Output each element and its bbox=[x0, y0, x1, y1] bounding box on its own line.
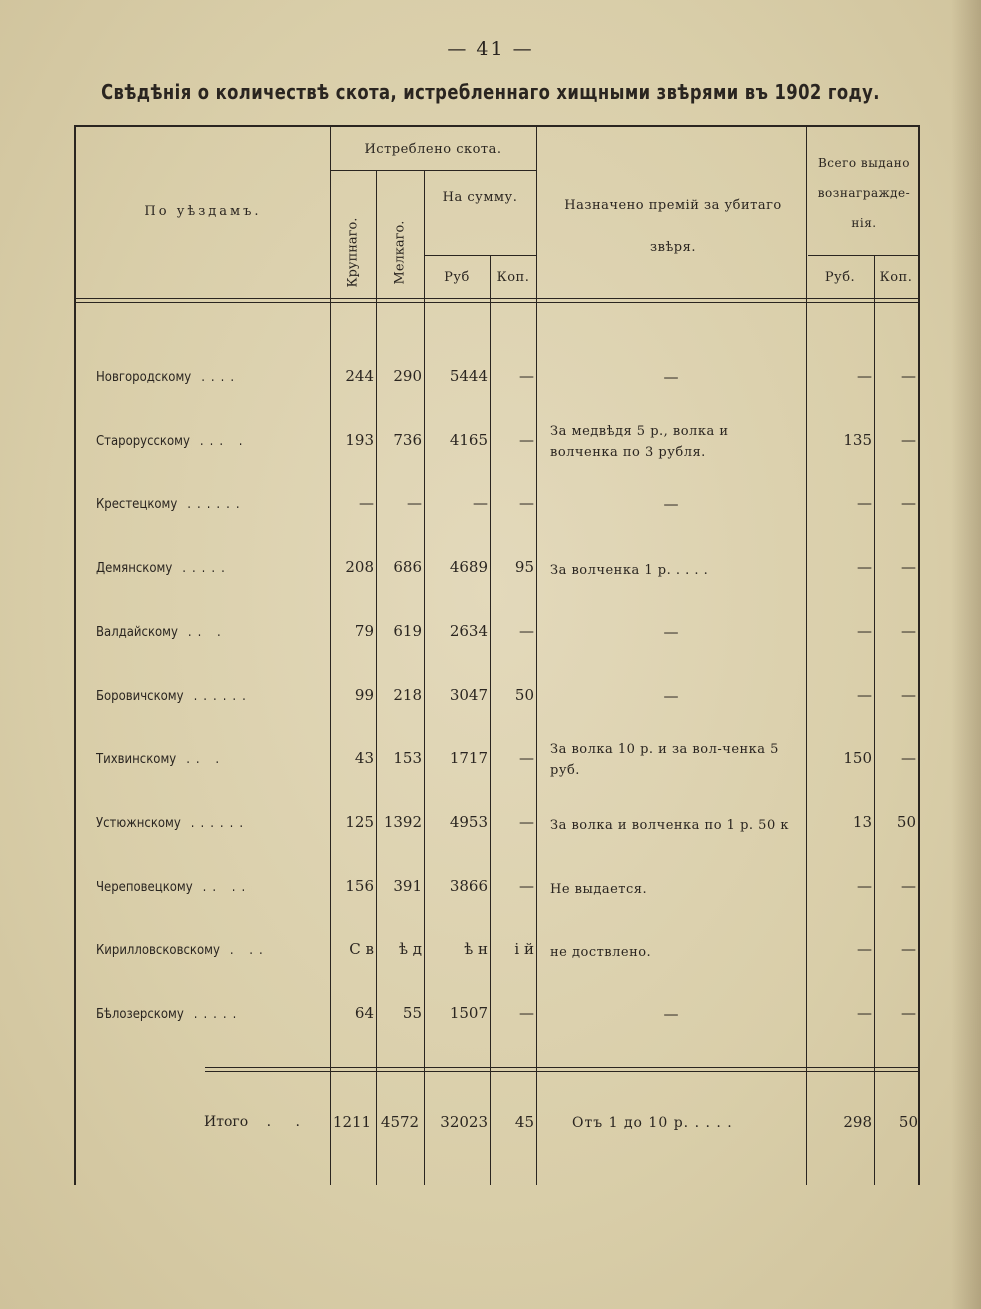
district-cell bbox=[96, 497, 246, 512]
paid-kop-cell: — bbox=[901, 558, 916, 576]
district-leader-dots: . .. bbox=[229, 943, 269, 958]
col-divider-7 bbox=[874, 255, 875, 1185]
paid-rub-cell: 135 bbox=[843, 431, 872, 449]
total-label bbox=[204, 1114, 310, 1130]
district-name: Новгородскому bbox=[96, 370, 192, 385]
header-paid-rub: Руб. bbox=[824, 270, 856, 285]
header-rub: Руб bbox=[444, 270, 470, 285]
district-leader-dots: ...... bbox=[193, 689, 252, 704]
district-leader-dots: ...... bbox=[190, 816, 250, 831]
district-name: Тихвинскому bbox=[96, 752, 177, 767]
document-title: Свѣдѣнія о количествѣ скота, истребленнаго хищными звѣрями въ 1902 году. bbox=[101, 80, 880, 104]
paid-subrule bbox=[808, 255, 920, 256]
district-cell bbox=[96, 561, 231, 576]
large-cattle-cell: С в bbox=[349, 940, 374, 958]
large-cattle-cell: 193 bbox=[345, 431, 374, 449]
header-destroyed: Истреблено скота. bbox=[364, 142, 502, 157]
large-cattle-cell: — bbox=[359, 494, 374, 512]
destroyed-subrule bbox=[330, 170, 536, 171]
total-paid-kop: 50 bbox=[898, 1113, 918, 1131]
bounty-cell: — bbox=[663, 495, 679, 513]
col-divider-4 bbox=[490, 255, 491, 1185]
district-leader-dots: ..... bbox=[193, 1007, 243, 1022]
paid-kop-cell: — bbox=[901, 877, 916, 895]
district-cell bbox=[96, 625, 227, 640]
bounty-cell: За волка и волченка по 1 р. 50 к bbox=[550, 818, 789, 833]
bounty-cell: — bbox=[663, 623, 679, 641]
district-cell bbox=[96, 752, 225, 767]
total-large: 1211 bbox=[332, 1113, 372, 1131]
page-edge-shadow bbox=[951, 0, 981, 1309]
small-cattle-cell: 1392 bbox=[383, 813, 422, 831]
bounty-cell: — bbox=[663, 687, 679, 705]
paid-kop-cell: — bbox=[901, 494, 916, 512]
small-cattle-cell: 736 bbox=[393, 431, 422, 449]
district-name: Бѣлозерскому bbox=[96, 1007, 184, 1022]
paid-kop-cell: — bbox=[901, 431, 916, 449]
district-name: Боровичскому bbox=[96, 689, 184, 704]
header-total-paid: Всего выдано вознагражде-нія. bbox=[817, 156, 911, 230]
paid-kop-cell: — bbox=[901, 940, 916, 958]
sum-rub-cell: 4165 bbox=[449, 431, 488, 449]
total-label-dots: . . bbox=[266, 1114, 310, 1130]
header-paid-kop: Коп. bbox=[879, 270, 913, 285]
paid-kop-cell: — bbox=[901, 1004, 916, 1022]
large-cattle-cell: 99 bbox=[354, 686, 374, 704]
bounty-cell: За волченка 1 р. . . . . bbox=[550, 563, 709, 578]
large-cattle-cell: 43 bbox=[354, 749, 374, 767]
district-name: Старорусскому bbox=[96, 434, 190, 449]
district-cell bbox=[96, 1007, 242, 1022]
header-bounty: Назначено премій за убитаго звѣря. bbox=[564, 198, 782, 255]
large-cattle-cell: 64 bbox=[354, 1004, 374, 1022]
paid-kop-cell: — bbox=[901, 686, 916, 704]
total-label-text: Итого bbox=[204, 1114, 249, 1130]
sum-kop-cell: 50 bbox=[514, 686, 534, 704]
district-cell bbox=[96, 370, 240, 385]
paid-kop-cell: — bbox=[901, 622, 916, 640]
small-cattle-cell: — bbox=[407, 494, 422, 512]
sum-kop-cell: — bbox=[519, 431, 534, 449]
header-bottom-rule-double bbox=[74, 302, 920, 303]
sum-rub-cell: 2634 bbox=[449, 622, 488, 640]
paid-rub-cell: — bbox=[857, 940, 872, 958]
district-leader-dots: .... bbox=[201, 370, 241, 385]
col-divider-5 bbox=[536, 127, 537, 1185]
district-name: Демянскому bbox=[96, 561, 173, 576]
district-name: Череповецкому bbox=[96, 880, 193, 895]
bounty-cell: — bbox=[663, 368, 679, 386]
large-cattle-cell: 156 bbox=[345, 877, 374, 895]
col-left-border bbox=[74, 125, 76, 1185]
sum-kop-cell: — bbox=[519, 494, 534, 512]
col-divider-2 bbox=[376, 170, 377, 1185]
total-top-rule-double bbox=[205, 1071, 920, 1072]
district-name: Устюжнскому bbox=[96, 816, 181, 831]
large-cattle-cell: 244 bbox=[345, 367, 374, 385]
district-cell bbox=[96, 434, 248, 449]
sum-rub-cell: 3866 bbox=[449, 877, 488, 895]
paid-rub-cell: — bbox=[857, 367, 872, 385]
paid-rub-cell: 150 bbox=[843, 749, 872, 767]
district-leader-dots: .. . bbox=[187, 625, 227, 640]
district-leader-dots: .. . bbox=[186, 752, 226, 767]
district-name: Кирилловсковскому bbox=[96, 943, 220, 958]
header-small: Мелкаго. bbox=[392, 220, 408, 285]
small-cattle-cell: 55 bbox=[402, 1004, 422, 1022]
sum-kop-cell: — bbox=[519, 1004, 534, 1022]
large-cattle-cell: 79 bbox=[354, 622, 374, 640]
sum-rub-cell: 5444 bbox=[449, 367, 488, 385]
small-cattle-cell: 153 bbox=[393, 749, 422, 767]
small-cattle-cell: 391 bbox=[393, 877, 422, 895]
paid-kop-cell: — bbox=[901, 749, 916, 767]
sum-rub-cell: 1507 bbox=[449, 1004, 488, 1022]
sum-rub-cell: 4953 bbox=[449, 813, 488, 831]
paid-rub-cell: — bbox=[857, 1004, 872, 1022]
sum-rub-cell: 3047 bbox=[449, 686, 488, 704]
sum-rub-cell: — bbox=[473, 494, 488, 512]
sum-rub-cell: 1717 bbox=[449, 749, 488, 767]
paid-kop-cell: 50 bbox=[896, 813, 916, 831]
small-cattle-cell: 686 bbox=[393, 558, 422, 576]
small-cattle-cell: 218 bbox=[393, 686, 422, 704]
table-top-rule bbox=[74, 125, 920, 127]
col-right-border bbox=[918, 125, 920, 1185]
total-rub: 32023 bbox=[440, 1113, 488, 1131]
header-sum: На сумму. bbox=[442, 190, 518, 205]
paid-rub-cell: 13 bbox=[852, 813, 872, 831]
district-leader-dots: ..... bbox=[182, 561, 231, 576]
sum-kop-cell: 95 bbox=[514, 558, 534, 576]
sum-kop-cell: і й bbox=[514, 940, 534, 958]
sum-kop-cell: — bbox=[519, 877, 534, 895]
bounty-cell: — bbox=[663, 1005, 679, 1023]
paid-rub-cell: — bbox=[857, 558, 872, 576]
bounty-cell: За волка 10 р. и за вол-ченка 5 руб. bbox=[550, 742, 779, 778]
bounty-cell: Не выдается. bbox=[550, 882, 648, 897]
paid-rub-cell: — bbox=[857, 494, 872, 512]
small-cattle-cell: 290 bbox=[393, 367, 422, 385]
paid-rub-cell: — bbox=[857, 686, 872, 704]
sum-rub-cell: ѣ н bbox=[464, 940, 488, 958]
total-bounty: Отъ 1 до 10 р. . . . . bbox=[572, 1115, 733, 1131]
total-small: 4572 bbox=[380, 1113, 420, 1131]
bounty-cell: За медвѣдя 5 р., волка и волченка по 3 рубля. bbox=[550, 424, 729, 460]
paid-rub-cell: — bbox=[857, 622, 872, 640]
total-top-rule bbox=[205, 1067, 920, 1068]
paid-rub-cell: — bbox=[857, 877, 872, 895]
district-leader-dots: ...... bbox=[187, 497, 246, 512]
district-cell bbox=[96, 689, 252, 704]
col-divider-1 bbox=[330, 127, 331, 1185]
sum-subrule bbox=[424, 255, 536, 256]
total-kop: 45 bbox=[514, 1113, 534, 1131]
large-cattle-cell: 125 bbox=[345, 813, 374, 831]
sum-kop-cell: — bbox=[519, 749, 534, 767]
sum-kop-cell: — bbox=[519, 622, 534, 640]
col-divider-3 bbox=[424, 170, 425, 1185]
header-bottom-rule bbox=[74, 298, 920, 299]
sum-kop-cell: — bbox=[519, 813, 534, 831]
district-cell bbox=[96, 943, 269, 958]
district-name: Крестецкому bbox=[96, 497, 178, 512]
district-cell bbox=[96, 880, 251, 895]
header-large: Крупнаго. bbox=[345, 217, 361, 288]
district-leader-dots: .. .. bbox=[202, 880, 252, 895]
sum-kop-cell: — bbox=[519, 367, 534, 385]
district-name: Валдайскому bbox=[96, 625, 178, 640]
header-district: По уѣздамъ. bbox=[144, 204, 262, 219]
bounty-cell: не доствлено. bbox=[550, 945, 652, 960]
header-kop: Коп. bbox=[496, 270, 530, 285]
small-cattle-cell: 619 bbox=[393, 622, 422, 640]
small-cattle-cell: ѣ д bbox=[398, 940, 422, 958]
district-cell bbox=[96, 816, 249, 831]
large-cattle-cell: 208 bbox=[345, 558, 374, 576]
sum-rub-cell: 4689 bbox=[449, 558, 488, 576]
paid-kop-cell: — bbox=[901, 367, 916, 385]
page-number: — 41 — bbox=[447, 38, 534, 60]
total-paid-rub: 298 bbox=[843, 1113, 872, 1131]
district-leader-dots: ... . bbox=[199, 434, 249, 449]
